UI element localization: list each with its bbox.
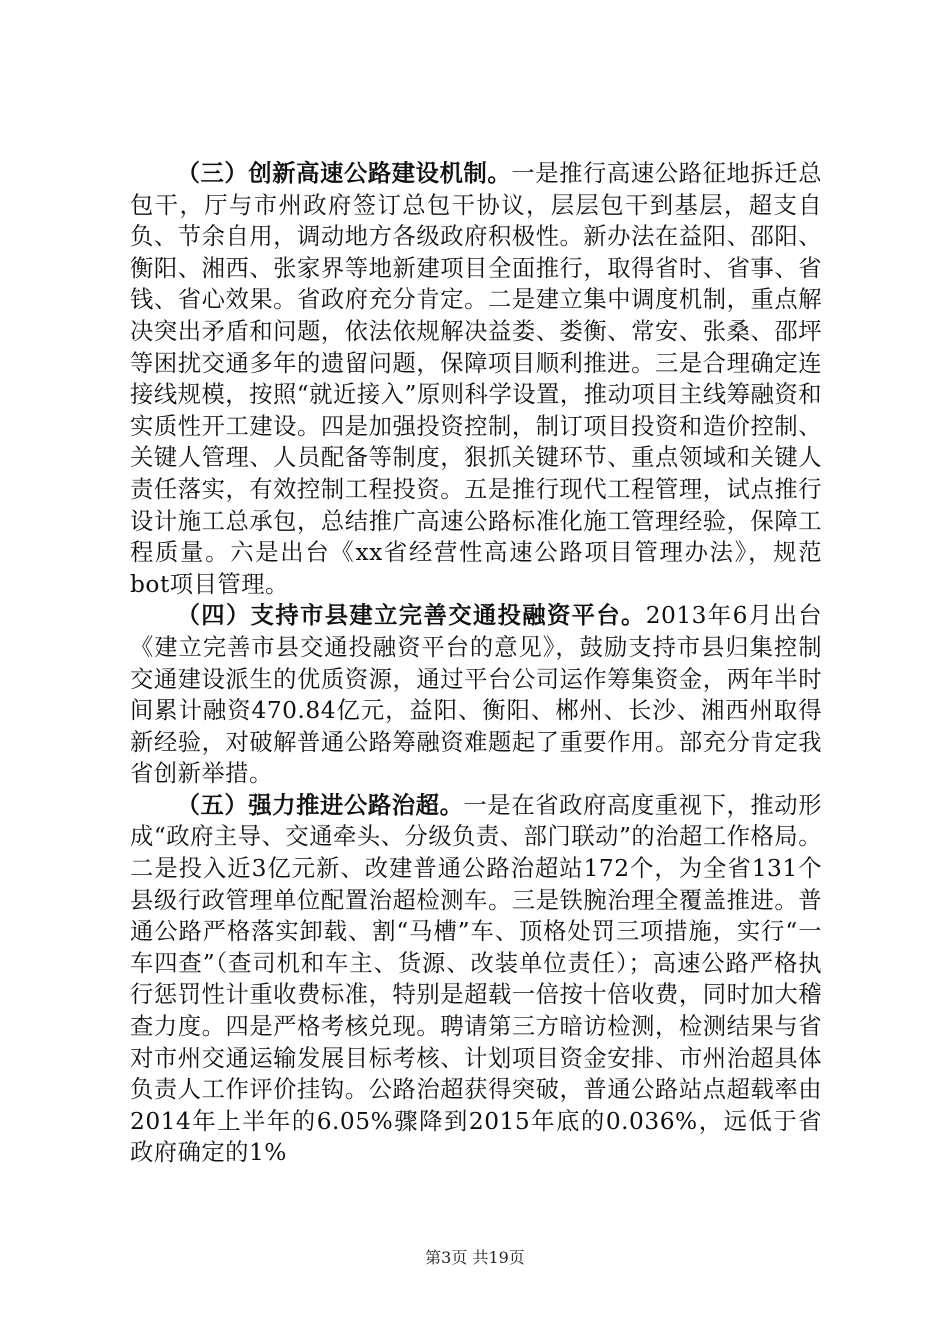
paragraph-section-4 bbox=[130, 600, 822, 790]
section-heading: （五）强力推进公路治超。 bbox=[176, 791, 464, 819]
section-body: 2013年6月出台《建立完善市县交通投融资平台的意见》，鼓励支持市县归集控制交通建设派生的优质资源，通过平台公司运作筹集资金，两年半时间累计融资470.84亿元，益阳、衡阳、郴州、长沙、湘西州取得新经验，对破解普通公路筹融资难题起了重要作用。部充分肯定我省创新举措。 bbox=[130, 602, 822, 788]
paragraph-section-3 bbox=[130, 158, 822, 600]
paragraph-section-5 bbox=[130, 790, 822, 1169]
section-body: 一是在省政府高度重视下，推动形成“政府主导、交通牵头、分级负责、部门联动”的治超工作格局。二是投入近3亿元新、改建普通公路治超站172个，为全省131个县级行政管理单位配置治超检测车。三是铁腕治理全覆盖推进。普通公路严格落实卸载、割“马槽”车、顶格处罚三项措施，实行“一车四查”（查司机和车主、货源、改装单位责任）；高速公路严格执行惩罚性计重收费标准，特别是超载一倍按十倍收费，同时加大稽查力度。四是严格考核兑现。聘请第三方暗访检测，检测结果与省对市州交通运输发展目标考核、计划项目资金安排、市州治超具体负责人工作评价挂钩。公路治超获得突破，普通公路站点超载率由2014年上半年的6.05%骤降到2015年底的0.036%，远低于省政府确定的1% bbox=[130, 791, 823, 1167]
document-body bbox=[130, 158, 822, 1169]
section-body: 一是推行高速公路征地拆迁总包干，厅与市州政府签订总包干协议，层层包干到基层，超支自负、节余自用，调动地方各级政府积极性。新办法在益阳、邵阳、衡阳、湘西、张家界等地新建项目全面推行，取得省时、省事、省钱、省心效果。省政府充分肯定。二是建立集中调度机制，重点解决突出矛盾和问题，依法依规解决益娄、娄衡、常安、张桑、邵坪等困扰交通多年的遗留问题，保障项目顺利推进。三是合理确定连接线规模，按照“就近接入”原则科学设置，推动项目主线筹融资和实质性开工建设。四是加强投资控制，制订项目投资和造价控制、关键人管理、人员配备等制度，狠抓关键环节、重点领域和关键人责任落实，有效控制工程投资。五是推行现代工程管理，试点推行设计施工总承包，总结推广高速公路标准化施工管理经验，保障工程质量。六是出台《xx省经营性高速公路项目管理办法》，规范bot项目管理。 bbox=[130, 160, 823, 598]
section-heading: （四）支持市县建立完善交通投融资平台。 bbox=[176, 602, 646, 630]
section-heading: （三）创新高速公路建设机制。 bbox=[176, 160, 512, 187]
page-footer: 第3页 共19页 bbox=[425, 1248, 525, 1267]
